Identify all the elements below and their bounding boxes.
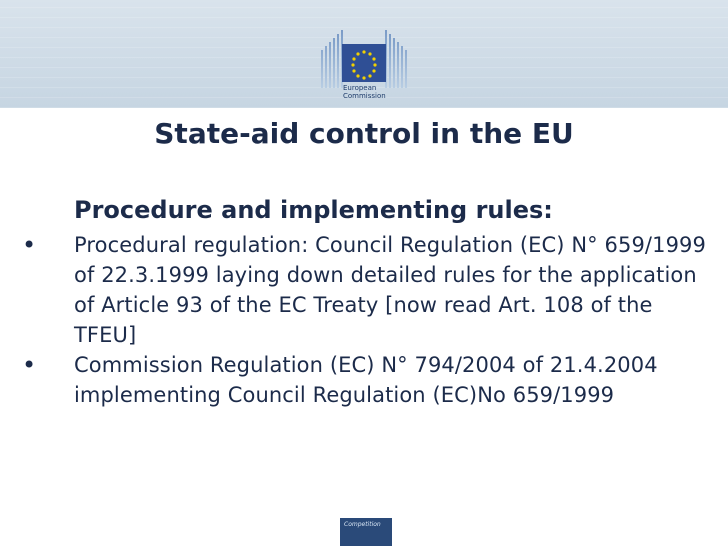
- bullet-item: [22, 230, 712, 350]
- eu-flag-icon: [342, 44, 386, 82]
- bullet-dot-icon: •: [22, 351, 37, 379]
- bullet-text: Procedural regulation: Council Regulation (EC) N° 659/1999 of 22.3.1999 laying down detailed rules for the application of Article 93 of the EC Treaty [now read Art. 108 of the TFEU]: [74, 233, 706, 347]
- logo-wordmark: [343, 84, 423, 100]
- bullet-list: [22, 230, 712, 410]
- section-heading: Procedure and implementing rules:: [74, 196, 553, 224]
- bullet-item: [22, 350, 712, 410]
- footer-label: Competition: [344, 521, 381, 528]
- slide-content: [22, 194, 712, 410]
- slide-title: State-aid control in the EU: [154, 117, 574, 150]
- logo-line-2: Commission: [343, 92, 386, 100]
- bullet-dot-icon: •: [22, 231, 37, 259]
- logo-line-1: European: [343, 84, 377, 92]
- bullet-text: Commission Regulation (EC) N° 794/2004 of 21.4.2004 implementing Council Regulation (EC)No 659/1999: [74, 353, 658, 407]
